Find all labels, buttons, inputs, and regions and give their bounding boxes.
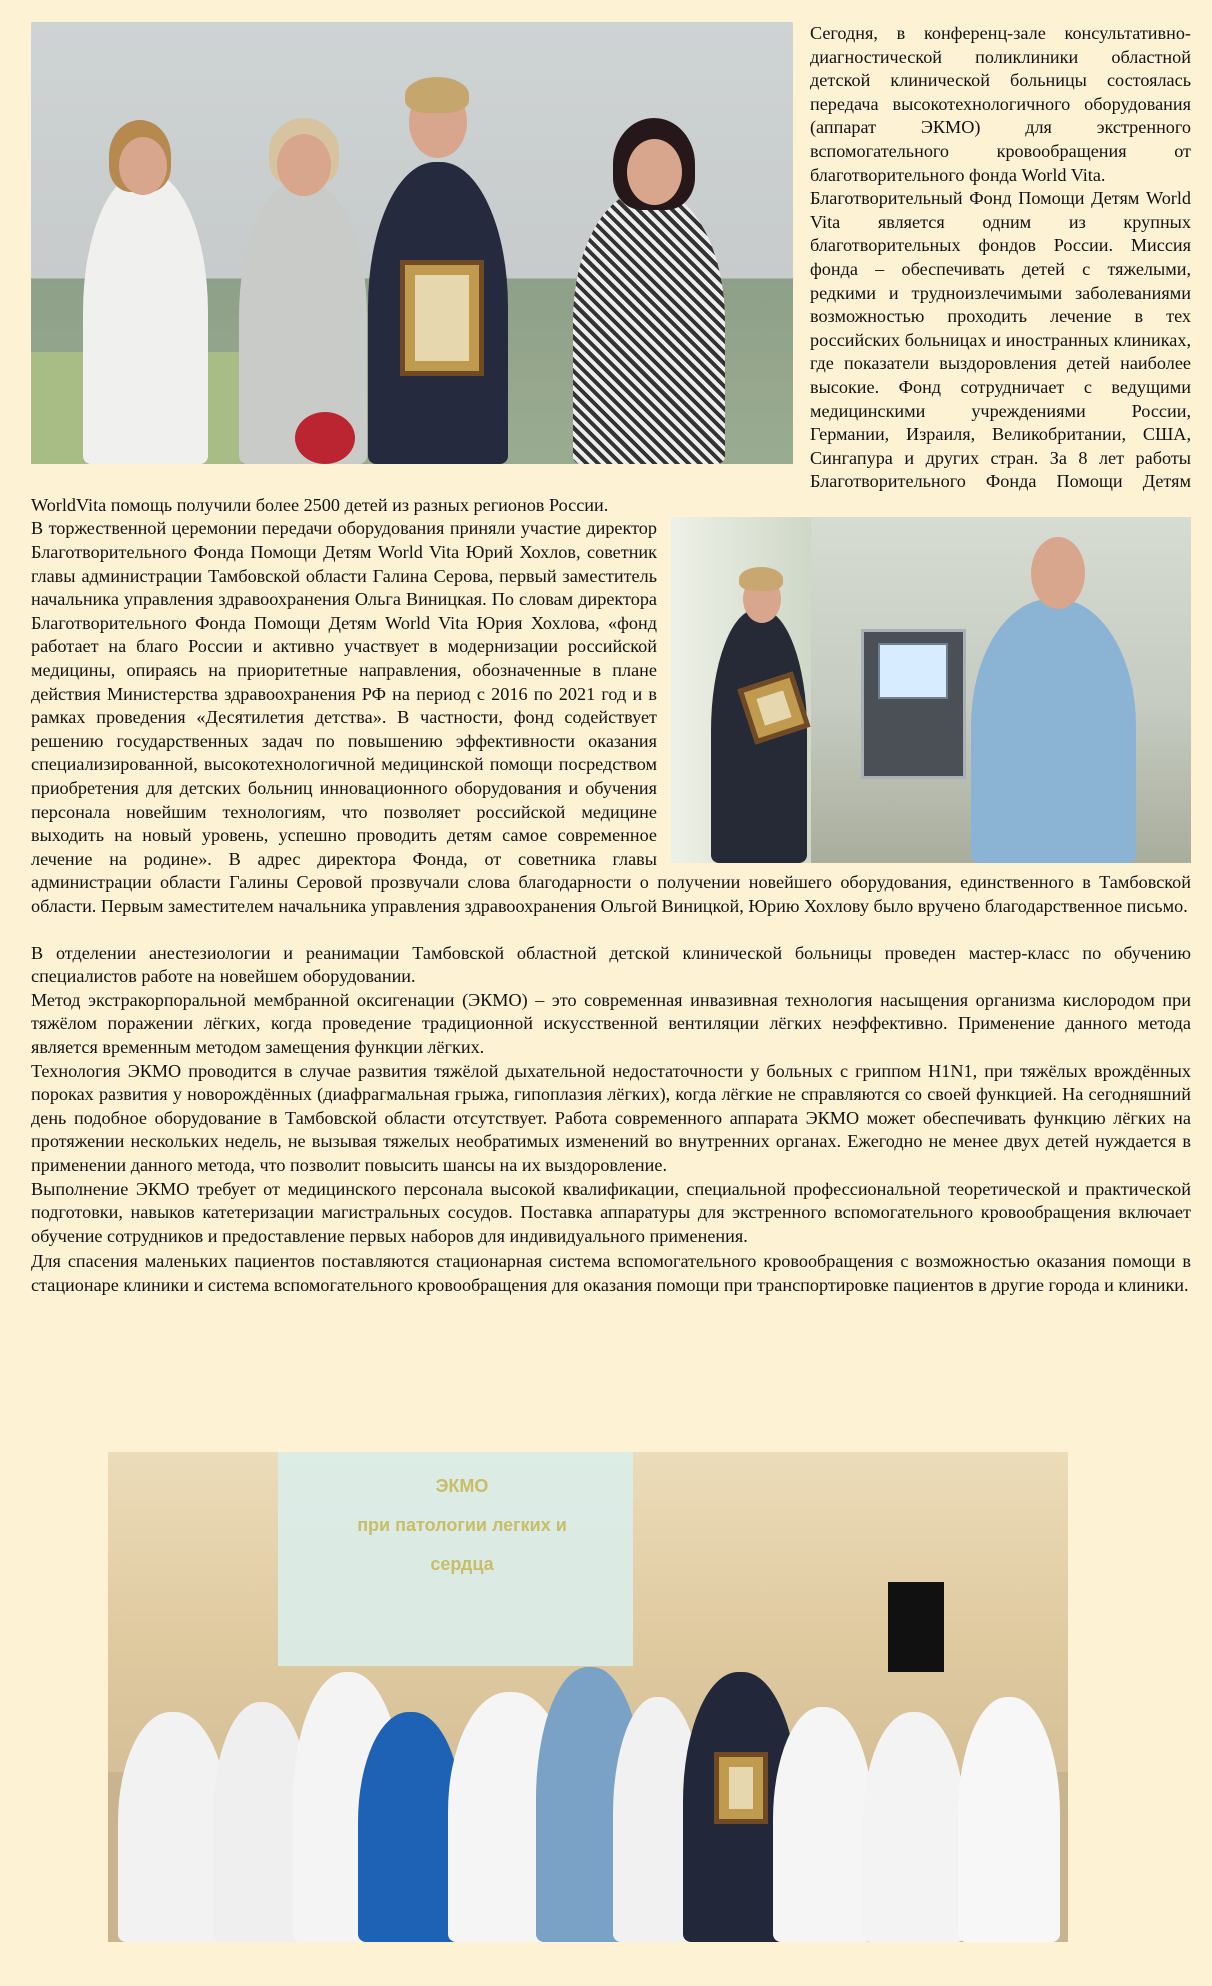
group-photo	[108, 1452, 1068, 1942]
paragraph-2: Благотворительный Фонд Помощи Детям World Vita является одним из крупных благотворительных фондов России. Миссия фонда – обеспечивать детей с тяжелыми, редкими и трудноизлечимыми заболеваниями возможностью проходить лечение в тех российских больницах и иностранных клиниках, где показатели выздоровления детей наиболее высокие. Фонд сотрудничает с ведущими медицинскими учреждениями России, Германии, Израиля, Великобритании, США, Сингапура и других стран. За 8 лет работы Благотворительного Фонда Помощи Детям WorldVita помощь получили более 2500 детей из разных регионов России.	[31, 188, 1191, 515]
projection-title	[322, 1467, 602, 1584]
staff-9	[773, 1707, 873, 1942]
staff-11	[958, 1697, 1060, 1942]
hair	[739, 567, 783, 591]
woman-left	[83, 172, 208, 464]
paragraph-7: Выполнение ЭКМО требует от медицинского персонала высокой квалификации, специальной профессиональной теоретической и практической подготовки, навыков катетеризации магистральных сосудов. Поставка аппаратуры для экстренного вспомогательного кровообращения включает обучение сотрудников и предоставление первых наборов для индивидуального применения.	[31, 1178, 1191, 1246]
doctor-in-scrubs	[971, 599, 1136, 863]
award-ceremony-photo	[31, 22, 793, 464]
microphone-icon	[295, 412, 355, 464]
projection-line-2: при патологии легких и	[357, 1515, 567, 1535]
ecmo-screen	[878, 643, 948, 699]
face	[277, 134, 331, 196]
paragraph-6: Технология ЭКМО проводится в случае развития тяжёлой дыхательной недостаточности у больных с гриппом H1N1, при тяжёлых врождённых пороках развития у новорождённых (диафрагмальная грыжа, гипоплазия лёгких), когда лёгкие не справляются со своей функцией. На сегодняшний день подобное оборудование в Тамбовской области отсутствует. Работа современного аппарата ЭКМО может обеспечивать функцию лёгких на протяжении нескольких недель, не вызывая тяжелых необратимых изменений во внутренних органах. Ежегодно не менее двух детей нуждается в применении данного метода, что позволит повысить шансы на их выздоровление.	[31, 1060, 1191, 1175]
paragraph-3: В торжественной церемонии передачи оборудования приняли участие директор Благотворительного Фонда Помощи Детям World Vita Юрий Хохлов, советник главы администрации Тамбовской области Галина Серова, первый заместитель начальника управления здравоохранения Ольга Виницкая. По словам директора Благотворительного Фонда Помощи Детям World Vita Юрия Хохлова, «фонд работает на благо России и активно участвует в модернизации российской медицины, опираясь на приоритетные направления, обозначенные в плане действия Министерства здравоохранения РФ на период с 2016 по 2021 год и в рамках проведения «Десятилетия детства». В частности, фонд содействует решению государственных задач по повышению эффективности оказания специализированной, высокотехнологичной медицинской помощи посредством приобретения для детских больниц инновационного оборудования и обучения персонала новейшим технологиям, что позволяет российской медицине выходить на новый уровень, успешно проводить детям самое современное лечение на родине». В адрес директора Фонда, от советника главы администрации области Галины Серовой прозвучали слова благодарности о получении новейшего оборудования, единственного в Тамбовской области. Первым заместителем начальника управления здравоохранения Ольгой Виницкой, Юрию Хохлову было вручено благодарственное письмо.	[31, 518, 1191, 916]
group-certificate	[714, 1752, 768, 1824]
staff-10	[863, 1712, 965, 1942]
staff-1	[118, 1712, 228, 1942]
paragraph-1: Сегодня, в конференц-зале консультативно-диагностической поликлиники областной детской клинической больницы состоялась передача высокотехнологичного оборудования (аппарат ЭКМО) для экстренного вспомогательного кровообращения от благотворительного фонда World Vita.	[810, 23, 1191, 185]
face	[627, 139, 682, 205]
hair	[405, 77, 469, 113]
projection-line-3: сердца	[430, 1554, 494, 1574]
speaker	[888, 1582, 944, 1672]
paragraph-4: В отделении анестезиологии и реанимации Тамбовской областной детской клинической больницы проведен мастер-класс по обучению специалистов работе на новейшем оборудовании.	[31, 942, 1191, 987]
woman-right	[573, 190, 725, 464]
certificate	[400, 260, 484, 376]
projection-line-1: ЭКМО	[435, 1476, 489, 1496]
masterclass-equipment-photo	[671, 517, 1191, 863]
paragraph-8: Для спасения маленьких пациентов поставляются стационарная система вспомогательного кровообращения с возможностью оказания помощи в стационаре клиники и система вспомогательного кровообращения для оказания помощи при транспортировке пациентов в другие города и клиники.	[31, 1251, 1191, 1295]
article-body	[31, 22, 1191, 1297]
face	[1031, 537, 1085, 609]
face	[119, 137, 167, 195]
paragraph-5: Метод экстракорпоральной мембранной оксигенации (ЭКМО) – это современная инвазивная технология насыщения организма кислородом при тяжёлом поражении лёгких, когда проведение традиционной искусственной вентиляции лёгких неэффективно. Применение данного метода является временным методом замещения функции лёгких.	[31, 989, 1191, 1057]
